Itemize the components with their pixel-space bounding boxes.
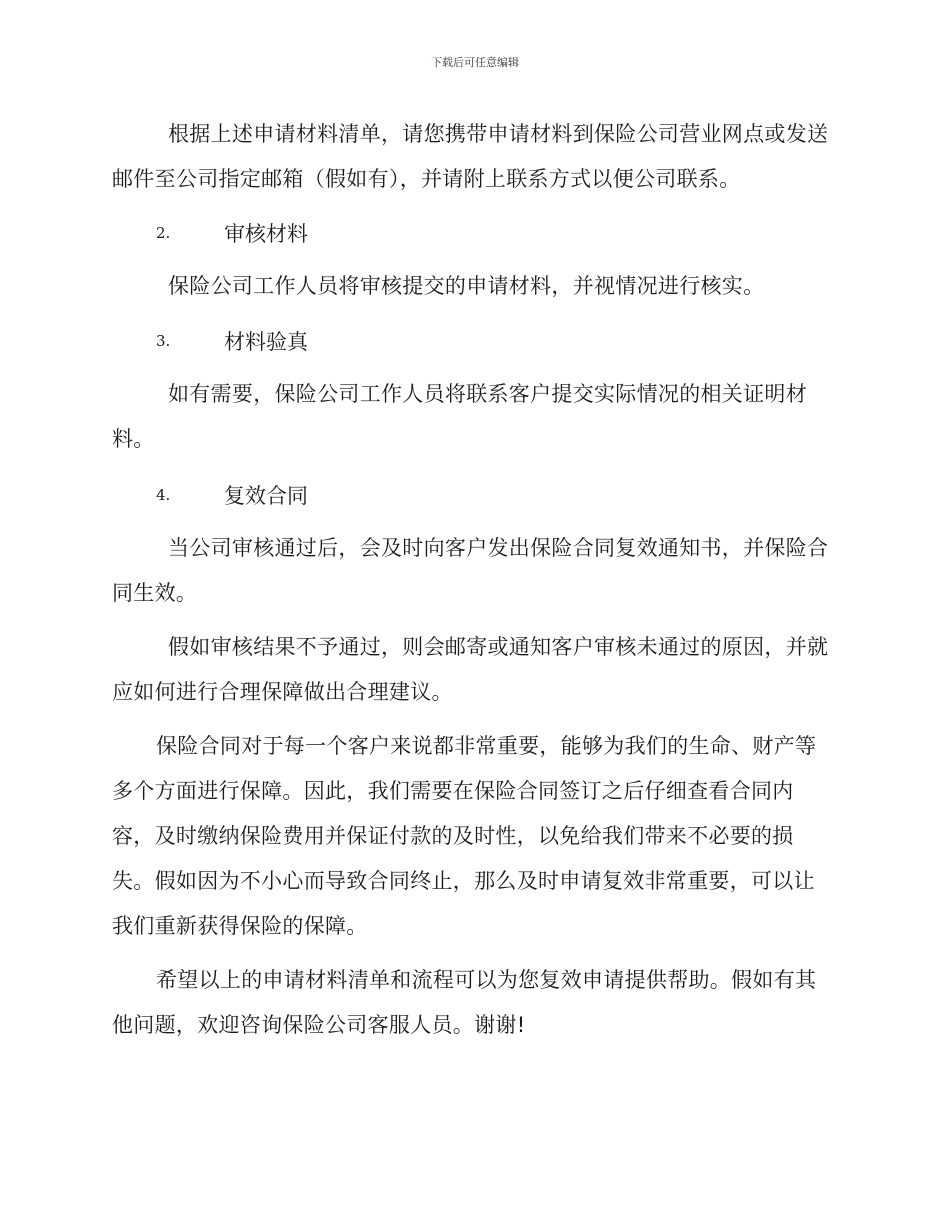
paragraph-importance: 保险合同对于每一个客户来说都非常重要，能够为我们的生命、财产等多个方面进行保障。因此，我们需要在保险合同签订之后仔细查看合同内容，及时缴纳保险费用并保证付款的及时性，以免给我们带来不必要的损失。假如因为不小心而导致合同终止，那么及时申请复效非常重要，可以让我们重新获得保险的保障。 [112,734,817,938]
step-heading-3 [112,318,832,363]
paragraph-verify-materials: 如有需要，保险公司工作人员将联系客户提交实际情况的相关证明材料。 [112,382,807,451]
page-header-note: 下载后可任意编辑 [431,56,519,69]
paragraph-submit-materials: 根据上述申请材料清单，请您携带申请材料到保险公司营业网点或发送邮件至公司指定邮箱（假如有），并请附上联系方式以便公司联系。 [112,122,829,191]
paragraph-review-materials: 保险公司工作人员将审核提交的申请材料，并视情况进行核实。 [168,274,765,298]
step-heading-2 [112,210,832,255]
paragraph-reinstate-contract: 当公司审核通过后，会及时向客户发出保险合同复效通知书，并保险合同生效。 [112,536,829,605]
step-title: 材料验真 [224,329,308,354]
document-body [112,112,832,1048]
paragraph-closing: 希望以上的申请材料清单和流程可以为您复效申请提供帮助。假如有其他问题，欢迎咨询保险公司客服人员。谢谢! [112,968,817,1037]
step-number: 4. [156,485,171,504]
step-number: 3. [156,331,171,350]
step-title: 审核材料 [224,221,308,246]
step-number: 2. [156,223,171,242]
paragraph-rejection: 假如审核结果不予通过，则会邮寄或通知客户审核未通过的原因，并就应如何进行合理保障做出合理建议。 [112,635,829,704]
step-heading-4 [112,472,832,517]
step-title: 复效合同 [224,483,308,508]
